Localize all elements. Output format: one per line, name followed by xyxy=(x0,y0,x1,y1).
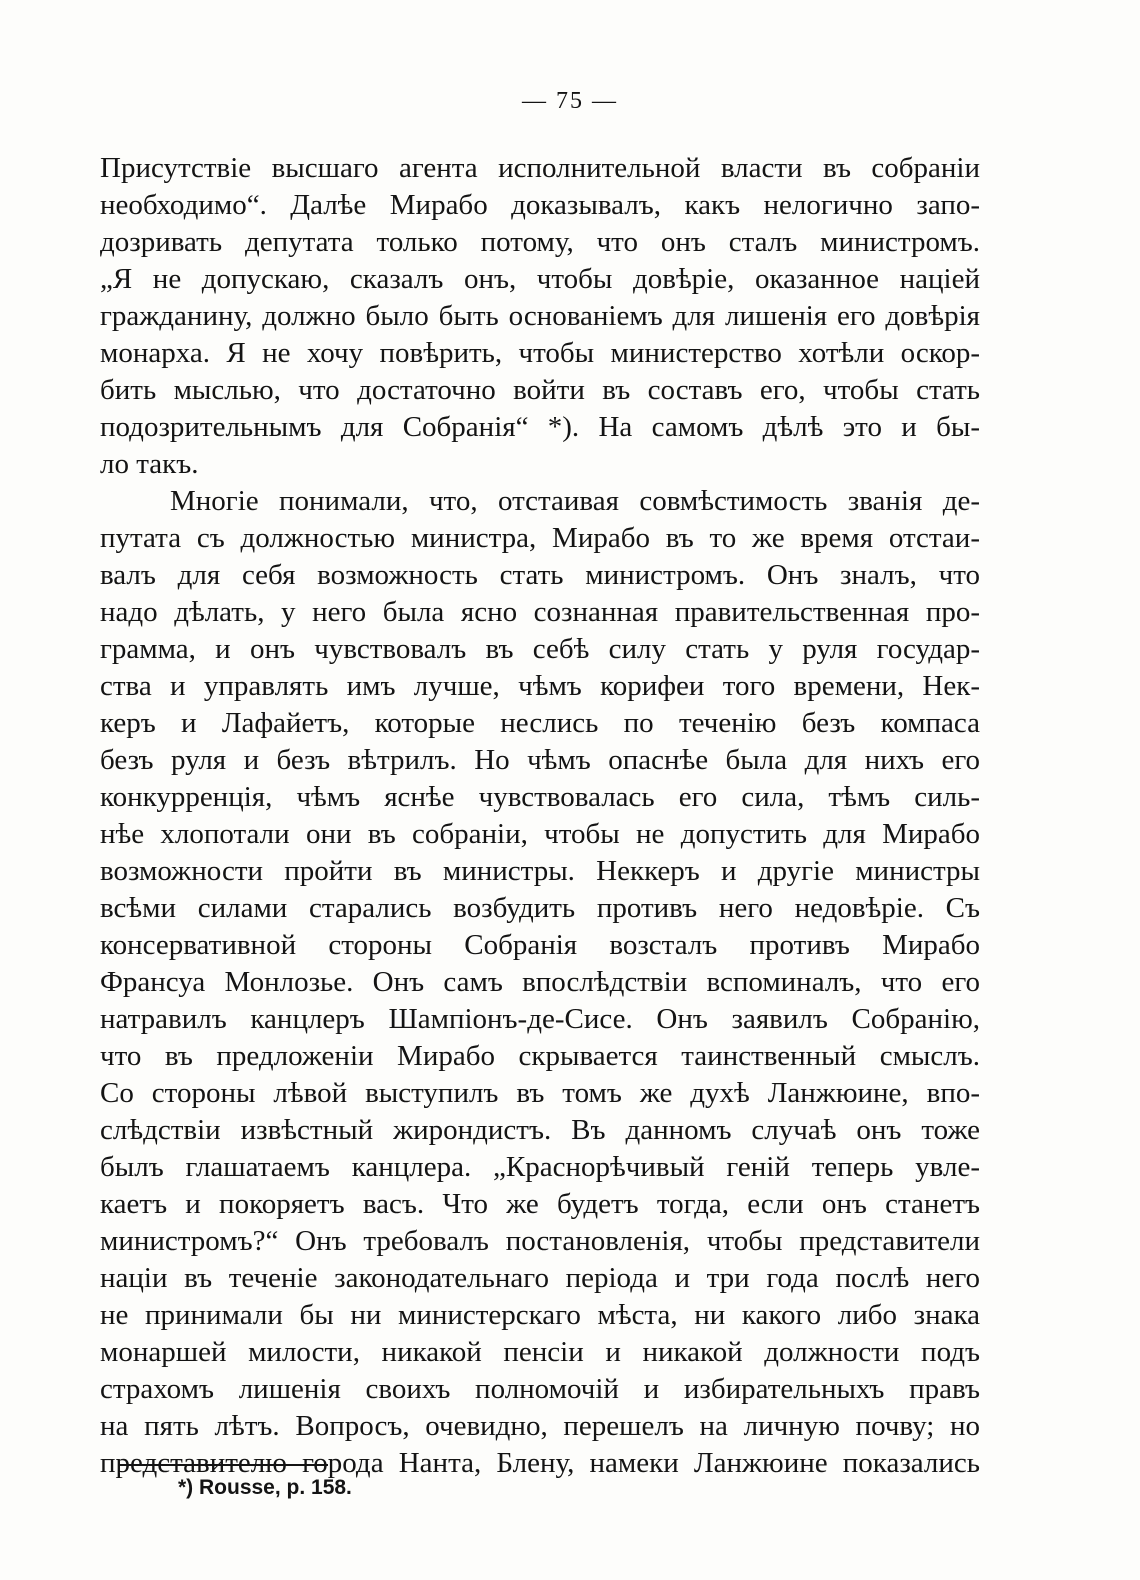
text-line: ло такъ. xyxy=(100,448,199,480)
text-line: возможности пройти въ министры. Неккеръ и другіе министры xyxy=(100,855,980,887)
main-text xyxy=(100,150,980,1482)
page-number: — 75 — xyxy=(522,88,618,114)
text-line: бить мыслью, что достаточно войти въ составъ его, чтобы стать xyxy=(100,374,980,406)
text-line: всѣми силами старались возбудить противъ него недовѣріе. Съ xyxy=(100,892,980,924)
footnote-divider xyxy=(118,1464,328,1466)
text-line: надо дѣлать, у него была ясно сознанная правительственная про- xyxy=(100,596,980,628)
text-line: путата съ должностью министра, Мирабо въ то же время отстаи- xyxy=(100,522,980,554)
text-line: нѣе хлопотали они въ собраніи, чтобы не допустить для Мирабо xyxy=(100,818,980,850)
text-line: Со стороны лѣвой выступилъ въ томъ же духѣ Ланжюине, впо- xyxy=(100,1077,980,1109)
text-line: необходимо“. Далѣе Мирабо доказывалъ, какъ нелогично запо- xyxy=(100,189,980,221)
text-line: былъ глашатаемъ канцлера. „Краснорѣчивый геній теперь увле- xyxy=(100,1151,980,1183)
text-line: „Я не допускаю, сказалъ онъ, чтобы довѣріе, оказанное націей xyxy=(100,263,980,295)
text-line: натравилъ канцлеръ Шампіонъ-де-Сисе. Онъ заявилъ Собранію, xyxy=(100,1003,980,1035)
text-line: министромъ?“ Онъ требовалъ постановленія, чтобы представители xyxy=(100,1225,980,1257)
text-line: Франсуа Монлозье. Онъ самъ впослѣдствіи вспоминалъ, что его xyxy=(100,966,980,998)
text-line: что въ предложеніи Мирабо скрывается таинственный смыслъ. xyxy=(100,1040,980,1072)
paragraph-first-line: Многіе понимали, что, отстаивая совмѣстимость званія де- xyxy=(170,485,980,517)
text-line: подозрительнымъ для Собранія“ *). На самомъ дѣлѣ это и бы- xyxy=(100,411,980,443)
footnote: *) Rousse, p. 158. xyxy=(178,1476,352,1499)
text-line: валъ для себя возможность стать министромъ. Онъ зналъ, что xyxy=(100,559,980,591)
text-line: дозривать депутата только потому, что онъ сталъ министромъ. xyxy=(100,226,980,258)
text-line: монаршей милости, никакой пенсіи и никакой должности подъ xyxy=(100,1336,980,1368)
text-line: на пять лѣтъ. Вопросъ, очевидно, перешелъ на личную почву; но xyxy=(100,1410,980,1442)
text-line: націи въ теченіе законодательнаго періода и три года послѣ него xyxy=(100,1262,980,1294)
text-line: грамма, и онъ чувствовалъ въ себѣ силу стать у руля государ- xyxy=(100,633,980,665)
text-line: консервативной стороны Собранія возсталъ противъ Мирабо xyxy=(100,929,980,961)
text-line: ства и управлять имъ лучше, чѣмъ корифеи того времени, Нек- xyxy=(100,670,980,702)
text-line: страхомъ лишенія своихъ полномочій и избирательныхъ правъ xyxy=(100,1373,980,1405)
text-line: гражданину, должно было быть основаніемъ для лишенія его довѣрія xyxy=(100,300,980,332)
text-line: не принимали бы ни министерскаго мѣста, ни какого либо знака xyxy=(100,1299,980,1331)
text-line: Присутствіе высшаго агента исполнительной власти въ собраніи xyxy=(100,152,980,184)
text-line: слѣдствіи извѣстный жирондистъ. Въ данномъ случаѣ онъ тоже xyxy=(100,1114,980,1146)
text-line: безъ руля и безъ вѣтрилъ. Но чѣмъ опаснѣе была для нихъ его xyxy=(100,744,980,776)
text-line: представителю города Нанта, Блену, намеки Ланжюине показались xyxy=(100,1447,980,1479)
text-line: керъ и Лафайетъ, которые неслись по теченію безъ компаса xyxy=(100,707,980,739)
text-line: монарха. Я не хочу повѣрить, чтобы министерство хотѣли оскор- xyxy=(100,337,980,369)
text-line: каетъ и покоряетъ васъ. Что же будетъ тогда, если онъ станетъ xyxy=(100,1188,980,1220)
text-line: конкурренція, чѣмъ яснѣе чувствовалась его сила, тѣмъ силь- xyxy=(100,781,980,813)
